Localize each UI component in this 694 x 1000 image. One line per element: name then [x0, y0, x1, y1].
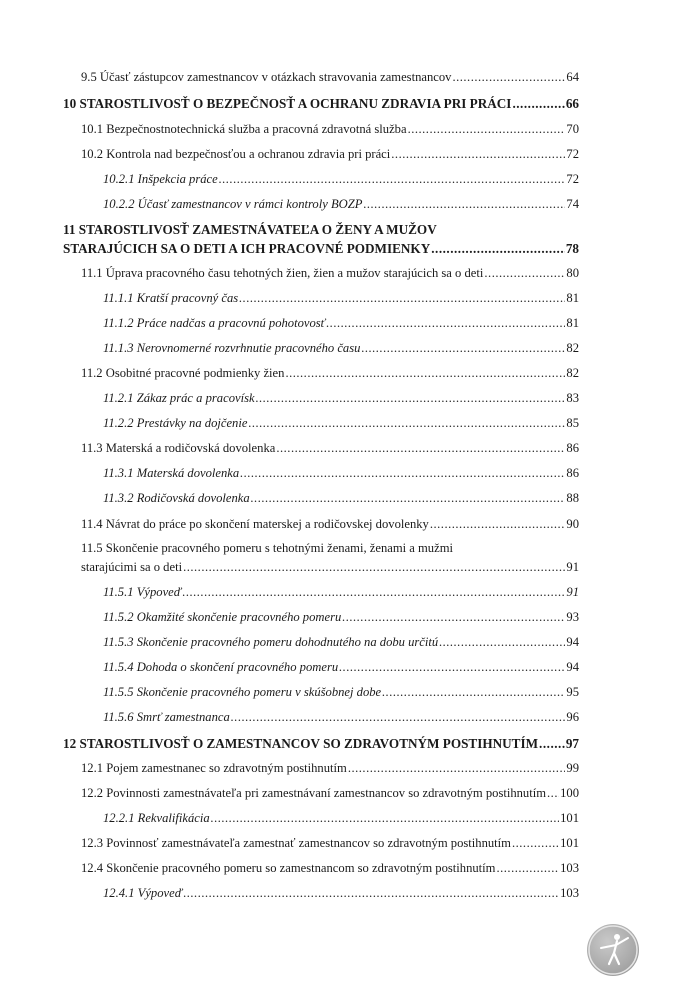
toc-entry-11-5-1[interactable]: 11.5.1 Výpoveď ..... 91 — [103, 585, 579, 600]
leader-dots — [348, 761, 566, 776]
toc-entry-11-5-4[interactable]: 11.5.4 Dohoda o skončení pracovného pomeru ..... 94 — [103, 660, 579, 675]
toc-entry-10-2-2[interactable]: 10.2.2 Účasť zamestnancov v rámci kontroly BOZP ..... 74 — [103, 197, 579, 212]
leader-dots — [430, 517, 566, 532]
leader-dots — [363, 197, 565, 212]
leader-dots — [382, 685, 565, 700]
leader-dots — [256, 391, 566, 406]
toc-entry-chapter-11-line1: 11 STAROSTLIVOSŤ ZAMESTNÁVATEĽA O ŽENY A MUŽOV — [63, 222, 437, 237]
toc-entry-11-5[interactable]: starajúcimi sa o deti ..... 91 — [81, 560, 579, 575]
leader-dots — [512, 96, 564, 111]
leader-dots — [183, 886, 559, 901]
leader-dots — [211, 811, 559, 826]
publisher-logo-icon — [587, 924, 639, 976]
toc-entry-11-3[interactable]: 11.3 Materská a rodičovská dovolenka ..... 86 — [81, 441, 579, 456]
toc-entry-11-1-2[interactable]: 11.1.2 Práce nadčas a pracovnú pohotovosť ..... 81 — [103, 316, 579, 331]
toc-entry-11-2-1[interactable]: 11.2.1 Zákaz prác a pracovísk ..... 83 — [103, 391, 579, 406]
toc-entry-11-4[interactable]: 11.4 Návrat do práce po skončení materskej a rodičovskej dovolenky ..... 90 — [81, 517, 579, 532]
leader-dots — [391, 147, 565, 162]
toc-entry-11-2[interactable]: 11.2 Osobitné pracovné podmienky žien ..... 82 — [81, 366, 579, 381]
toc-entry-11-3-1[interactable]: 11.3.1 Materská dovolenka ..... 86 — [103, 466, 579, 481]
leader-dots — [276, 441, 565, 456]
toc-entry-10-1[interactable]: 10.1 Bezpečnostnotechnická služba a pracovná zdravotná služba ..... 70 — [81, 122, 579, 137]
toc-entry-11-5-line1: 11.5 Skončenie pracovného pomeru s tehotnými ženami, ženami a mužmi — [81, 541, 453, 555]
toc-entry-12-3[interactable]: 12.3 Povinnosť zamestnávateľa zamestnať zamestnancov so zdravotným postihnutím ..... 101 — [81, 836, 579, 851]
toc-entry-11-3-2[interactable]: 11.3.2 Rodičovská dovolenka ..... 88 — [103, 491, 579, 506]
leader-dots — [496, 861, 559, 876]
toc-entry-11-1-1[interactable]: 11.1.1 Kratší pracovný čas ..... 81 — [103, 291, 579, 306]
toc-entry-12-4[interactable]: 12.4 Skončenie pracovného pomeru so zamestnancom so zdravotným postihnutím ..... 103 — [81, 861, 579, 876]
toc-entry-11-5-6[interactable]: 11.5.6 Smrť zamestnanca ..... 96 — [103, 710, 579, 725]
leader-dots — [251, 491, 566, 506]
toc-entry-10-2[interactable]: 10.2 Kontrola nad bezpečnosťou a ochranou zdravia pri práci ..... 72 — [81, 147, 579, 162]
leader-dots — [439, 635, 565, 650]
toc-entry-11-1[interactable]: 11.1 Úprava pracovného času tehotných žien, žien a mužov starajúcich sa o deti ..... 80 — [81, 266, 579, 281]
toc-entry-12-2[interactable]: 12.2 Povinnosti zamestnávateľa pri zamestnávaní zamestnancov so zdravotným postihnutím ..... 100 — [81, 786, 579, 801]
toc-entry-11-1-3[interactable]: 11.1.3 Nerovnomerné rozvrhnutie pracovného času ..... 82 — [103, 341, 579, 356]
toc-entry-12-4-1[interactable]: 12.4.1 Výpoveď ..... 103 — [103, 886, 579, 901]
leader-dots — [182, 585, 565, 600]
leader-dots — [408, 122, 566, 137]
toc-entry-11-5-5[interactable]: 11.5.5 Skončenie pracovného pomeru v skúšobnej dobe ..... 95 — [103, 685, 579, 700]
toc-entry-9-5[interactable]: 9.5 Účasť zástupcov zamestnancov v otázkach stravovania zamestnancov ..... 64 — [81, 70, 579, 85]
leader-dots — [339, 660, 565, 675]
leader-dots — [539, 736, 565, 751]
leader-dots — [285, 366, 565, 381]
leader-dots — [239, 291, 565, 306]
leader-dots — [484, 266, 565, 281]
toc-entry-11-5-2[interactable]: 11.5.2 Okamžité skončenie pracovného pomeru ..... 93 — [103, 610, 579, 625]
leader-dots — [231, 710, 566, 725]
toc-entry-10-2-1[interactable]: 10.2.1 Inšpekcia práce ..... 72 — [103, 172, 579, 187]
leader-dots — [183, 560, 565, 575]
toc-entry-chapter-10[interactable]: 10 STAROSTLIVOSŤ O BEZPEČNOSŤ A OCHRANU ZDRAVIA PRI PRÁCI ..... 66 — [63, 96, 579, 111]
leader-dots — [547, 786, 559, 801]
toc-entry-chapter-12[interactable]: 12 STAROSTLIVOSŤ O ZAMESTNANCOV SO ZDRAVOTNÝM POSTIHNUTÍM ..... 97 — [63, 736, 579, 751]
leader-dots — [248, 416, 565, 431]
leader-dots — [512, 836, 559, 851]
leader-dots — [240, 466, 565, 481]
leader-dots — [361, 341, 565, 356]
toc-entry-12-2-1[interactable]: 12.2.1 Rekvalifikácia ..... 101 — [103, 811, 579, 826]
leader-dots — [431, 241, 565, 256]
leader-dots — [326, 316, 565, 331]
toc-entry-chapter-11[interactable]: STARAJÚCICH SA O DETI A ICH PRACOVNÉ PODMIENKY ..... 78 — [63, 241, 579, 256]
leader-dots — [452, 70, 565, 85]
toc-entry-12-1[interactable]: 12.1 Pojem zamestnanec so zdravotným postihnutím ..... 99 — [81, 761, 579, 776]
toc-entry-11-5-3[interactable]: 11.5.3 Skončenie pracovného pomeru dohodnutého na dobu určitú ..... 94 — [103, 635, 579, 650]
leader-dots — [342, 610, 565, 625]
leader-dots — [219, 172, 566, 187]
toc-entry-11-2-2[interactable]: 11.2.2 Prestávky na dojčenie ..... 85 — [103, 416, 579, 431]
